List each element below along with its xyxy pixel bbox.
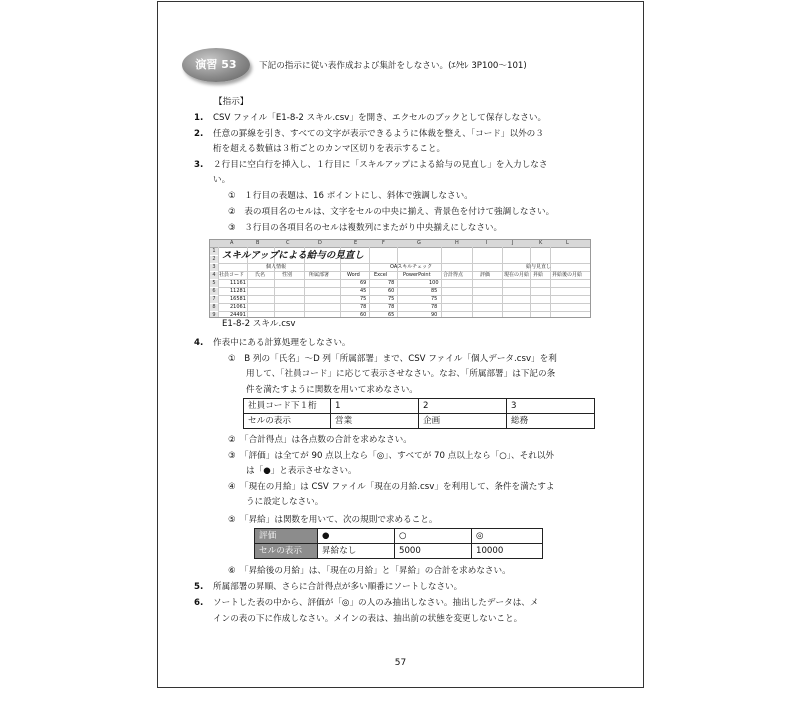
item-number: 3. — [194, 160, 204, 170]
item-text: い。 — [213, 175, 231, 185]
field-header: PowerPoint — [403, 272, 431, 278]
document-page — [157, 1, 644, 688]
item-text: CSV ファイル「E1-8-2 スキル.csv」を開き、エクセルのブックとして保存しなさい。 — [213, 113, 547, 123]
table-cell: 5000 — [395, 544, 472, 559]
screenshot-caption: E1-8-2 スキル.csv — [222, 319, 296, 329]
field-header: 社員コード — [219, 272, 245, 278]
raise-rule-table — [254, 528, 543, 559]
table-cell: 総務 — [507, 414, 595, 429]
cell-powerpoint: 90 — [431, 312, 438, 318]
exercise-instruction: 下記の指示に従い表作成および集計をしなさい。(ｴｸｾﾚ 3P100～101) — [259, 61, 527, 71]
column-header: K — [539, 240, 543, 246]
column-header: H — [455, 240, 459, 246]
row-header: 1 — [210, 248, 218, 255]
item-text: インの表の下に作成しなさい。メインの表は、抽出前の状態を変更しないこと。 — [213, 614, 523, 624]
subitem-text: うに設定しなさい。 — [246, 497, 324, 507]
cell-excel: 60 — [388, 288, 395, 294]
field-header: 所属部署 — [309, 272, 330, 278]
subitem-text: は「●」と表示させなさい。 — [246, 466, 357, 476]
item-number: 4. — [194, 338, 204, 348]
field-header: 昇給後の月給 — [552, 272, 583, 278]
column-header: B — [256, 240, 260, 246]
table-cell: 評価 — [255, 529, 318, 544]
cell-code: 11281 — [230, 288, 246, 294]
table-cell: 2 — [419, 399, 507, 414]
cell-powerpoint: 75 — [431, 296, 438, 302]
row-header: 4 — [210, 272, 218, 279]
subitem-text: ② 表の項目名のセルは、文字をセルの中央に揃え、背景色を付けて強調しなさい。 — [228, 207, 555, 217]
cell-code: 21061 — [230, 304, 246, 310]
table-cell: 10000 — [472, 544, 543, 559]
group-header: OAスキルチェック — [390, 264, 433, 270]
subitem-text: ② 「合計得点」は各点数の合計を求めなさい。 — [228, 435, 412, 445]
row-header: 5 — [210, 280, 218, 287]
subitem-text: ⑤ 「昇給」は関数を用いて、次の規則で求めること。 — [228, 515, 438, 525]
field-header: 性別 — [282, 272, 293, 278]
table-cell: 昇給なし — [318, 544, 395, 559]
field-header: 昇給 — [533, 272, 544, 278]
table-cell: 社員コード下１桁 — [244, 399, 331, 414]
field-header: Word — [347, 272, 360, 278]
field-header: 合計得点 — [443, 272, 464, 278]
subitem-text: ③ ３行目の各項目名のセルは複数列にまたがり中央揃えにしなさい。 — [228, 223, 503, 233]
group-header: 個人情報 — [266, 264, 287, 270]
row-header: 9 — [210, 312, 218, 318]
field-header: 現在の月給 — [504, 272, 530, 278]
item-text: 作表中にある計算処理をしなさい。 — [213, 338, 351, 348]
column-header: G — [417, 240, 421, 246]
cell-word: 75 — [360, 296, 367, 302]
row-header: 2 — [210, 256, 218, 263]
item-number: 5. — [194, 582, 204, 592]
table-cell: セルの表示 — [255, 544, 318, 559]
column-header: J — [512, 240, 514, 246]
item-text: 桁を超える数値は３桁ごとのカンマ区切りを表示すること。 — [213, 144, 446, 154]
row-header: 3 — [210, 264, 218, 271]
cell-excel: 65 — [388, 312, 395, 318]
table-cell: 1 — [331, 399, 419, 414]
table-cell: 3 — [507, 399, 595, 414]
exercise-badge: 演習 53 — [182, 48, 250, 82]
cell-excel: 78 — [388, 304, 395, 310]
column-header: A — [230, 240, 234, 246]
item-text: 所属部署の昇順、さらに合計得点が多い順番にソートしなさい。 — [213, 582, 463, 592]
page-number: 57 — [394, 658, 407, 668]
cell-code: 16581 — [230, 296, 246, 302]
department-rule-table — [243, 398, 595, 429]
subitem-text: ⑥ 「昇給後の月給」は、「現在の月給」と「昇給」の合計を求めなさい。 — [228, 566, 511, 576]
instructions-heading: 【指示】 — [214, 97, 249, 107]
cell-excel: 75 — [388, 296, 395, 302]
item-text: ソートした表の中から、評価が「◎」の人のみ抽出しなさい。抽出したデータは、メ — [213, 598, 539, 608]
field-header: Excel — [374, 272, 388, 278]
cell-word: 69 — [360, 280, 367, 286]
cell-excel: 78 — [388, 280, 395, 286]
row-header: 7 — [210, 296, 218, 303]
sheet-title: スキルアップによる給与の見直し — [222, 250, 364, 261]
cell-powerpoint: 78 — [431, 304, 438, 310]
table-cell: セルの表示 — [244, 414, 331, 429]
column-header: E — [354, 240, 358, 246]
cell-code: 11161 — [230, 280, 246, 286]
cell-code: 24491 — [230, 312, 246, 318]
column-header: I — [486, 240, 488, 246]
row-header: 6 — [210, 288, 218, 295]
field-header: 氏名 — [255, 272, 266, 278]
table-cell: 営業 — [331, 414, 419, 429]
table-cell: ○ — [395, 529, 472, 544]
column-header: C — [286, 240, 290, 246]
column-header: L — [566, 240, 569, 246]
subitem-text: ④ 「現在の月給」は CSV ファイル「現在の月給.csv」を利用して、条件を満たすよ — [228, 482, 555, 492]
item-number: 2. — [194, 129, 204, 139]
cell-word: 60 — [360, 312, 367, 318]
subitem-text: ③ 「評価」は全てが 90 点以上なら「◎」、すべてが 70 点以上なら「○」、それ以外 — [228, 451, 555, 461]
group-header: 給与見直し — [526, 264, 552, 270]
cell-powerpoint: 100 — [429, 280, 439, 286]
row-header: 8 — [210, 304, 218, 311]
subitem-text: ① １行目の表題は、16 ポイントにし、斜体で強調しなさい。 — [228, 191, 473, 201]
column-header: F — [382, 240, 385, 246]
item-number: 6. — [194, 598, 204, 608]
cell-word: 78 — [360, 304, 367, 310]
table-cell: 企画 — [419, 414, 507, 429]
subitem-text: 用して、「社員コード」に応じて表示させなさい。なお、「所属部署」は下記の条 — [246, 369, 556, 379]
subitem-text: 件を満たすように関数を用いて求めなさい。 — [246, 385, 418, 395]
item-text: 任意の罫線を引き、すべての文字が表示できるように体裁を整え、「コード」以外の３ — [213, 129, 544, 139]
cell-word: 45 — [360, 288, 367, 294]
cell-powerpoint: 85 — [431, 288, 438, 294]
item-text: ２行目に空白行を挿入し、１行目に「スキルアップによる給与の見直し」を入力しなさ — [213, 160, 548, 170]
table-cell: ● — [318, 529, 395, 544]
column-header: D — [318, 240, 322, 246]
table-cell: ◎ — [472, 529, 543, 544]
subitem-text: ① B 列の「氏名」～D 列「所属部署」まで、CSV ファイル「個人データ.csv」を利 — [228, 354, 557, 364]
field-header: 評価 — [480, 272, 491, 278]
item-number: 1. — [194, 113, 204, 123]
spreadsheet-screenshot — [209, 239, 591, 318]
